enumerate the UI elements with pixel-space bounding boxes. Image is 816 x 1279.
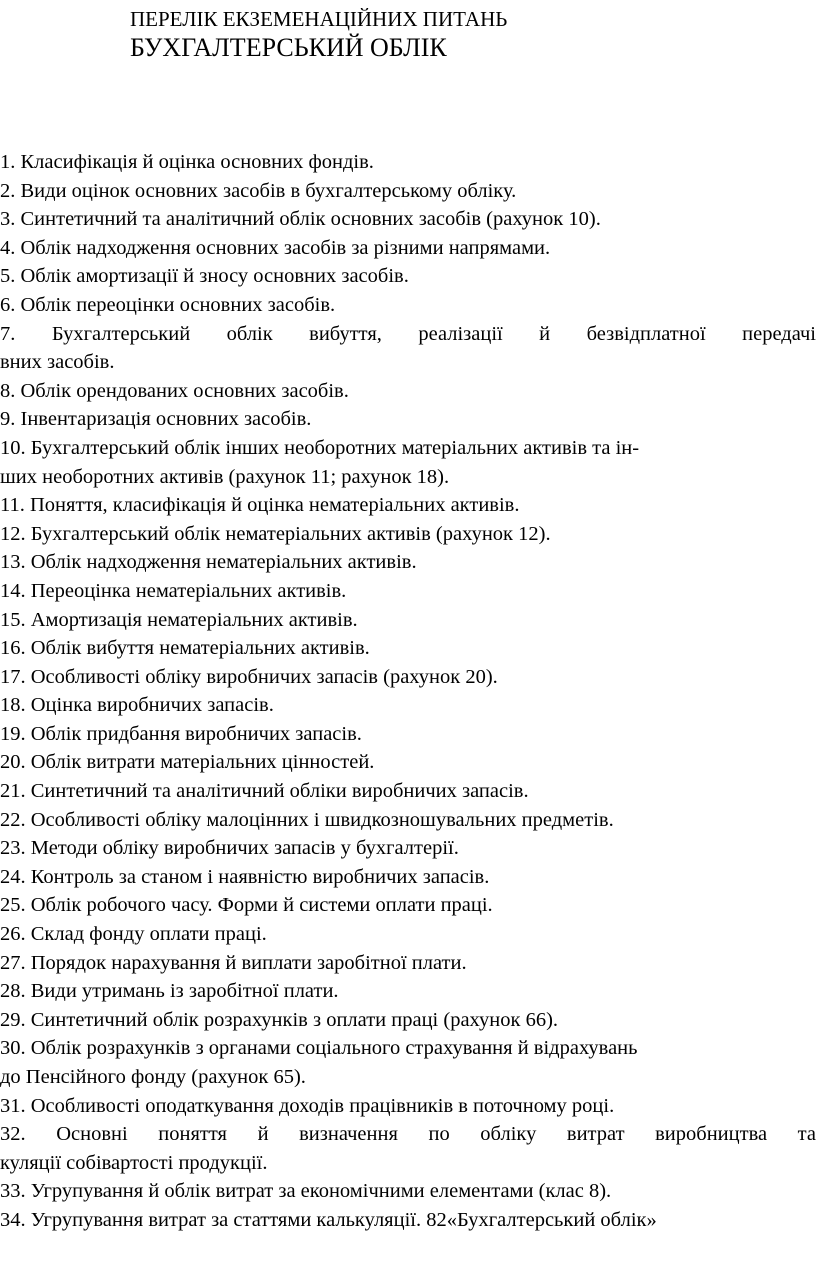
list-item: 2. Види оцінок основних засобів в бухгалтерському обліку. (0, 179, 517, 202)
list-item: 28. Види утримань із заробітної плати. (0, 980, 339, 1003)
list-item: 21. Синтетичний та аналітичний обліки виробничих запасів. (0, 780, 529, 803)
list-item: 18. Оцінка виробничих запасів. (0, 694, 274, 717)
list-item-continuation: вних засобів. (0, 351, 115, 374)
list-item: 7. Бухгалтерський облік вибуття, реалізації й безвідплатної передачі (0, 322, 816, 345)
list-item: 4. Облік надходження основних засобів за різними напрямами. (0, 236, 551, 259)
list-item: 15. Амортизація нематеріальних активів. (0, 608, 358, 631)
list-item-continuation: куляції собівартості продукції. (0, 1151, 268, 1174)
list-item: 27. Порядок нарахування й виплати заробітної плати. (0, 951, 467, 974)
list-item: 17. Особливості обліку виробничих запасів (рахунок 20). (0, 665, 498, 688)
list-item: 31. Особливості оподаткування доходів працівників в поточному році. (0, 1094, 615, 1117)
list-item: 11. Поняття, класифікація й оцінка нематеріальних активів. (0, 494, 520, 517)
list-item: 19. Облік придбання виробничих запасів. (0, 722, 362, 745)
list-item: 10. Бухгалтерський облік інших необоротних матеріальних активів та ін- (0, 436, 640, 459)
list-item: 9. Інвентаризація основних засобів. (0, 408, 312, 431)
list-item: 29. Синтетичний облік розрахунків з оплати праці (рахунок 66). (0, 1008, 559, 1031)
list-item: 22. Особливості обліку малоцінних і швидкозношувальних предметів. (0, 808, 614, 831)
title-line-exam-questions: ПЕРЕЛІК ЕКЗЕМЕНАЦІЙНИХ ПИТАНЬ (130, 7, 508, 31)
list-item: 30. Облік розрахунків з органами соціального страхування й відрахувань (0, 1037, 638, 1060)
list-item: 20. Облік витрати матеріальних цінностей. (0, 751, 375, 774)
list-item: 34. Угрупування витрат за статтями калькуляції. 82«Бухгалтерський облік» (0, 1208, 657, 1231)
list-item: 14. Переоцінка нематеріальних активів. (0, 579, 347, 602)
list-item: 32. Основні поняття й визначення по обліку витрат виробництва та (0, 1123, 816, 1146)
list-item: 16. Облік вибуття нематеріальних активів. (0, 637, 370, 660)
list-item-continuation: ших необоротних активів (рахунок 11; рахунок 18). (0, 465, 450, 488)
list-item: 26. Склад фонду оплати праці. (0, 923, 267, 946)
list-item: 24. Контроль за станом і наявністю виробничих запасів. (0, 865, 490, 888)
list-item: 3. Синтетичний та аналітичний облік основних засобів (рахунок 10). (0, 208, 601, 231)
list-item: 1. Класифікація й оцінка основних фондів. (0, 151, 374, 173)
list-item: 33. Угрупування й облік витрат за економічними елементами (клас 8). (0, 1180, 612, 1203)
list-item: 5. Облік амортизації й зносу основних засобів. (0, 265, 409, 288)
document-title (130, 6, 507, 64)
list-item: 23. Методи обліку виробничих запасів у бухгалтерії. (0, 837, 459, 860)
list-item: 8. Облік орендованих основних засобів. (0, 379, 349, 402)
list-item: 12. Бухгалтерський облік нематеріальних активів (рахунок 12). (0, 522, 551, 545)
question-list (0, 148, 816, 1235)
title-line-subject: БУХГАЛТЕРСЬКИЙ ОБЛІК (130, 33, 447, 62)
list-item: 6. Облік переоцінки основних засобів. (0, 293, 336, 316)
list-item-continuation: до Пенсійного фонду (рахунок 65). (0, 1066, 306, 1088)
list-item: 13. Облік надходження нематеріальних активів. (0, 551, 417, 574)
list-item: 25. Облік робочого часу. Форми й системи оплати праці. (0, 894, 493, 917)
